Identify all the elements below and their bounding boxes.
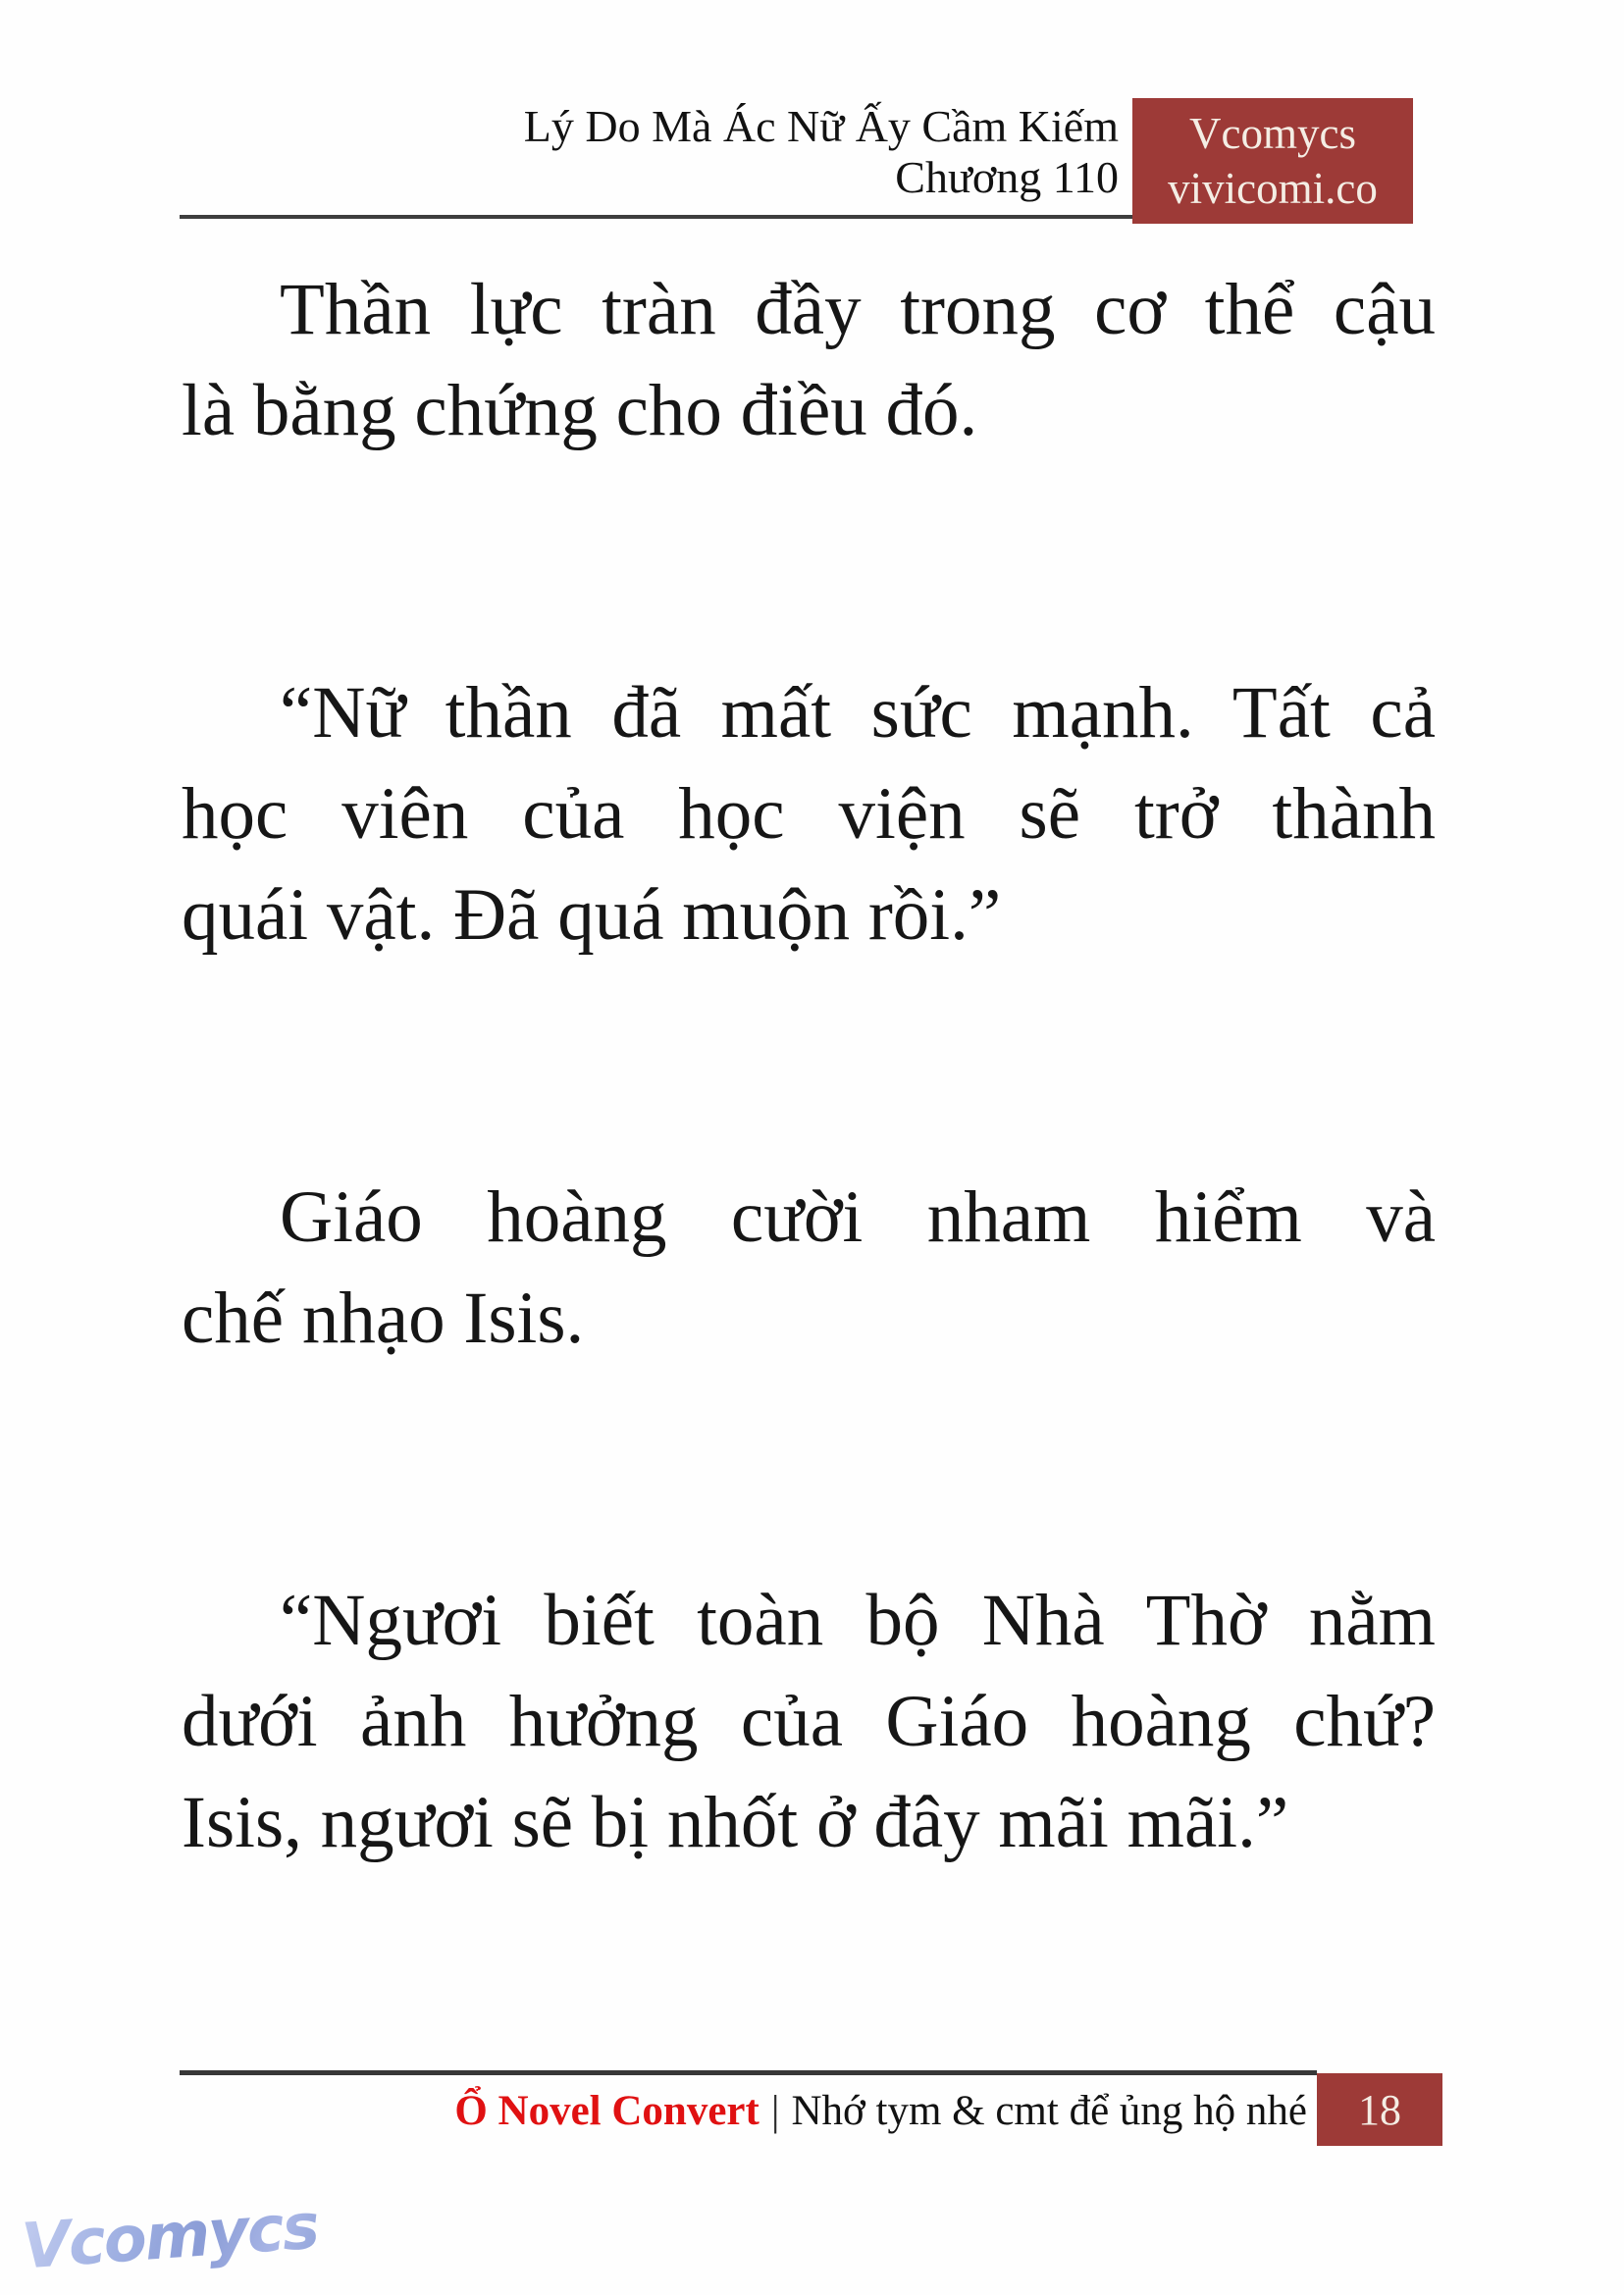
footer-brand: Ổ Novel Convert xyxy=(454,2088,760,2134)
paragraph-line: chế nhạo Isis. xyxy=(182,1278,585,1359)
paragraph-line: Thần lực tràn đầy trong cơ thể cậu xyxy=(280,269,1436,350)
paragraph-line: Giáo hoàng cười nham hiểm và xyxy=(280,1176,1436,1258)
chapter-label: Chương 110 xyxy=(895,152,1119,202)
paragraph-1 xyxy=(182,259,1436,461)
footer-note: Nhớ tym & cmt để ủng hộ nhé xyxy=(791,2088,1307,2134)
header-title-block xyxy=(182,101,1119,203)
paragraph-line: học viên của học viện sẽ trở thành xyxy=(182,773,1436,855)
footer-divider xyxy=(180,2070,1317,2075)
footer-credit xyxy=(454,2084,1307,2139)
publisher-badge xyxy=(1132,98,1413,224)
paragraph-3 xyxy=(182,1167,1436,1369)
paragraph-4 xyxy=(182,1570,1436,1873)
paragraph-line: “Nữ thần đã mất sức mạnh. Tất cả xyxy=(280,672,1436,754)
header-divider xyxy=(180,215,1132,219)
paragraph-2 xyxy=(182,662,1436,965)
paragraph-line: Isis, ngươi sẽ bị nhốt ở đây mãi mãi.” xyxy=(182,1782,1289,1863)
novel-title: Lý Do Mà Ác Nữ Ấy Cầm Kiếm xyxy=(523,101,1119,151)
paragraph-line: là bằng chứng cho điều đó. xyxy=(182,370,978,451)
publisher-site: vivicomi.co xyxy=(1168,164,1378,213)
publisher-name: Vcomycs xyxy=(1189,109,1356,158)
body-text xyxy=(182,259,1436,1873)
paragraph-line: dưới ảnh hưởng của Giáo hoàng chứ? xyxy=(182,1681,1436,1762)
page-number-badge xyxy=(1317,2073,1442,2146)
vcomycs-watermark-logo: Vcomycs xyxy=(19,2190,321,2284)
footer-separator: | xyxy=(770,2088,780,2134)
paragraph-line: “Ngươi biết toàn bộ Nhà Thờ nằm xyxy=(280,1580,1436,1661)
page-number: 18 xyxy=(1358,2085,1401,2134)
paragraph-line: quái vật. Đã quá muộn rồi.” xyxy=(182,874,1002,956)
